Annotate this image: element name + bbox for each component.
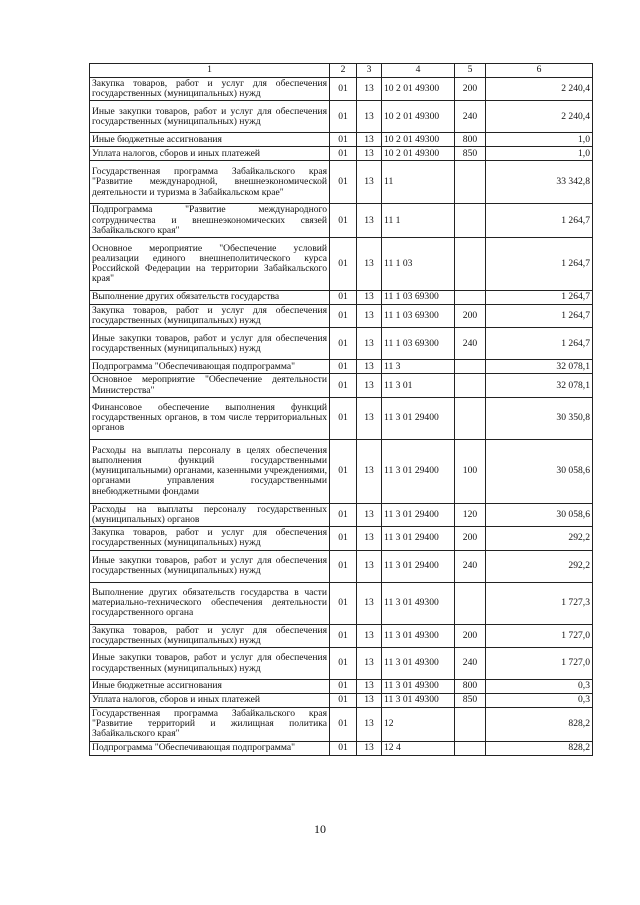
table-row [90,360,593,374]
amount-cell: 1 264,7 [486,291,593,305]
expense-type-cell [455,582,486,624]
amount-cell: 32 078,1 [486,374,593,397]
subsection-code-cell: 13 [357,624,382,647]
subsection-code-cell: 13 [357,291,382,305]
amount-cell: 292,2 [486,550,593,582]
amount-cell: 828,2 [486,708,593,742]
amount-cell: 1,0 [486,133,593,147]
amount-cell: 1,0 [486,147,593,161]
amount-cell: 2 240,4 [486,78,593,101]
item-name-cell: Выполнение других обязательств государства [90,291,330,305]
subsection-code-cell: 13 [357,147,382,161]
target-article-cell: 11 3 01 49300 [382,694,455,708]
budget-table [89,63,593,756]
target-article-cell: 11 1 03 69300 [382,305,455,328]
target-article-cell: 11 3 01 49300 [382,680,455,694]
section-code-cell: 01 [330,360,357,374]
section-code-cell: 01 [330,708,357,742]
item-name-cell: Иные закупки товаров, работ и услуг для обеспечения государственных (муниципальных) нужд [90,648,330,680]
subsection-code-cell: 13 [357,648,382,680]
item-name-cell: Закупка товаров, работ и услуг для обеспечения государственных (муниципальных) нужд [90,305,330,328]
item-name-cell: Подпрограмма "Обеспечивающая подпрограмма" [90,741,330,755]
item-name-cell: Иные закупки товаров, работ и услуг для обеспечения государственных (муниципальных) нужд [90,550,330,582]
amount-cell: 1 727,0 [486,624,593,647]
section-code-cell: 01 [330,527,357,550]
amount-cell: 30 058,6 [486,503,593,526]
table-header-row [90,64,593,78]
item-name-cell: Уплата налогов, сборов и иных платежей [90,694,330,708]
section-code-cell: 01 [330,291,357,305]
target-article-cell: 10 2 01 49300 [382,147,455,161]
table-row [90,550,593,582]
section-code-cell: 01 [330,680,357,694]
item-name-cell: Иные закупки товаров, работ и услуг для обеспечения государственных (муниципальных) нужд [90,328,330,360]
amount-cell: 1 264,7 [486,305,593,328]
subsection-code-cell: 13 [357,360,382,374]
target-article-cell: 11 3 01 29400 [382,550,455,582]
table-row [90,648,593,680]
expense-type-cell: 850 [455,694,486,708]
table-row [90,397,593,439]
table-row [90,503,593,526]
subsection-code-cell: 13 [357,680,382,694]
section-code-cell: 01 [330,439,357,503]
section-code-cell: 01 [330,161,357,204]
subsection-code-cell: 13 [357,133,382,147]
amount-cell: 1 264,7 [486,238,593,291]
item-name-cell: Выполнение других обязательств государства в части материально-технического обеспечения деятельности государственного органа [90,582,330,624]
column-header-2: 2 [330,64,357,78]
target-article-cell: 11 3 01 29400 [382,397,455,439]
target-article-cell: 11 1 [382,204,455,238]
table-row [90,78,593,101]
subsection-code-cell: 13 [357,550,382,582]
subsection-code-cell: 13 [357,582,382,624]
item-name-cell: Закупка товаров, работ и услуг для обеспечения государственных (муниципальных) нужд [90,624,330,647]
amount-cell: 32 078,1 [486,360,593,374]
table-row [90,439,593,503]
expense-type-cell [455,204,486,238]
section-code-cell: 01 [330,101,357,133]
table-row [90,374,593,397]
expense-type-cell [455,161,486,204]
table-body [90,78,593,756]
target-article-cell: 11 3 01 29400 [382,439,455,503]
page-number: 10 [314,822,326,836]
expense-type-cell [455,238,486,291]
subsection-code-cell: 13 [357,527,382,550]
table-row [90,133,593,147]
expense-type-cell: 240 [455,550,486,582]
expense-type-cell: 800 [455,133,486,147]
expense-type-cell: 200 [455,527,486,550]
item-name-cell: Финансовое обеспечение выполнения функций государственных органов, в том числе территориальных органов [90,397,330,439]
subsection-code-cell: 13 [357,439,382,503]
item-name-cell: Государственная программа Забайкальского края "Развитие международной, внешнеэкономической деятельности и туризма в Забайкальском крае" [90,161,330,204]
section-code-cell: 01 [330,582,357,624]
table-row [90,708,593,742]
section-code-cell: 01 [330,374,357,397]
item-name-cell: Подпрограмма "Обеспечивающая подпрограмма" [90,360,330,374]
amount-cell: 2 240,4 [486,101,593,133]
target-article-cell: 10 2 01 49300 [382,78,455,101]
expense-type-cell: 240 [455,101,486,133]
target-article-cell: 11 3 01 [382,374,455,397]
amount-cell: 33 342,8 [486,161,593,204]
subsection-code-cell: 13 [357,101,382,133]
expense-type-cell: 200 [455,305,486,328]
column-header-4: 4 [382,64,455,78]
table-row [90,305,593,328]
target-article-cell: 10 2 01 49300 [382,133,455,147]
amount-cell: 30 058,6 [486,439,593,503]
target-article-cell: 11 3 01 49300 [382,624,455,647]
target-article-cell: 11 1 03 69300 [382,291,455,305]
target-article-cell: 11 [382,161,455,204]
column-header-6: 6 [486,64,593,78]
expense-type-cell: 240 [455,648,486,680]
expense-type-cell: 200 [455,624,486,647]
item-name-cell: Государственная программа Забайкальского края "Развитие территорий и жилищная политика Забайкальского края" [90,708,330,742]
target-article-cell: 11 1 03 [382,238,455,291]
table-row [90,161,593,204]
subsection-code-cell: 13 [357,238,382,291]
expense-type-cell [455,291,486,305]
column-header-5: 5 [455,64,486,78]
target-article-cell: 11 3 01 29400 [382,503,455,526]
amount-cell: 292,2 [486,527,593,550]
target-article-cell: 11 3 [382,360,455,374]
table-row [90,101,593,133]
item-name-cell: Подпрограмма "Развитие международного сотрудничества и внешнеэкономических связей Забайкальского края" [90,204,330,238]
section-code-cell: 01 [330,133,357,147]
section-code-cell: 01 [330,397,357,439]
expense-type-cell [455,741,486,755]
subsection-code-cell: 13 [357,305,382,328]
subsection-code-cell: 13 [357,397,382,439]
expense-type-cell: 800 [455,680,486,694]
column-header-3: 3 [357,64,382,78]
item-name-cell: Закупка товаров, работ и услуг для обеспечения государственных (муниципальных) нужд [90,527,330,550]
section-code-cell: 01 [330,550,357,582]
section-code-cell: 01 [330,238,357,291]
target-article-cell: 11 3 01 29400 [382,527,455,550]
amount-cell: 0,3 [486,694,593,708]
expense-type-cell [455,397,486,439]
section-code-cell: 01 [330,78,357,101]
target-article-cell: 11 3 01 49300 [382,648,455,680]
table-row [90,624,593,647]
item-name-cell: Основное мероприятие "Обеспечение условий реализации единого внешнеполитического курса Российской Федерации на территории Забайкальского края" [90,238,330,291]
amount-cell: 828,2 [486,741,593,755]
table-row [90,527,593,550]
subsection-code-cell: 13 [357,78,382,101]
expense-type-cell: 850 [455,147,486,161]
subsection-code-cell: 13 [357,328,382,360]
section-code-cell: 01 [330,204,357,238]
amount-cell: 1 727,0 [486,648,593,680]
subsection-code-cell: 13 [357,503,382,526]
table-row [90,147,593,161]
item-name-cell: Иные бюджетные ассигнования [90,680,330,694]
item-name-cell: Иные бюджетные ассигнования [90,133,330,147]
amount-cell: 0,3 [486,680,593,694]
target-article-cell: 11 3 01 49300 [382,582,455,624]
item-name-cell: Иные закупки товаров, работ и услуг для обеспечения государственных (муниципальных) нужд [90,101,330,133]
item-name-cell: Закупка товаров, работ и услуг для обеспечения государственных (муниципальных) нужд [90,78,330,101]
table-row [90,741,593,755]
section-code-cell: 01 [330,305,357,328]
item-name-cell: Расходы на выплаты персоналу в целях обеспечения выполнения функций государственными (муниципальными) органами, казенными учреждениями, органами управления государственными внебюджетными фондами [90,439,330,503]
table-row [90,238,593,291]
item-name-cell: Расходы на выплаты персоналу государственных (муниципальных) органов [90,503,330,526]
table-row [90,204,593,238]
section-code-cell: 01 [330,648,357,680]
expense-type-cell: 240 [455,328,486,360]
subsection-code-cell: 13 [357,374,382,397]
target-article-cell: 12 [382,708,455,742]
subsection-code-cell: 13 [357,694,382,708]
column-header-1: 1 [90,64,330,78]
amount-cell: 1 264,7 [486,328,593,360]
item-name-cell: Основное мероприятие "Обеспечение деятельности Министерства" [90,374,330,397]
subsection-code-cell: 13 [357,741,382,755]
expense-type-cell [455,708,486,742]
subsection-code-cell: 13 [357,204,382,238]
table-row [90,694,593,708]
subsection-code-cell: 13 [357,161,382,204]
expense-type-cell: 120 [455,503,486,526]
target-article-cell: 11 1 03 69300 [382,328,455,360]
expense-type-cell [455,360,486,374]
section-code-cell: 01 [330,741,357,755]
section-code-cell: 01 [330,147,357,161]
table-row [90,291,593,305]
amount-cell: 1 264,7 [486,204,593,238]
target-article-cell: 10 2 01 49300 [382,101,455,133]
section-code-cell: 01 [330,694,357,708]
expense-type-cell: 200 [455,78,486,101]
table-row [90,680,593,694]
table-row [90,582,593,624]
target-article-cell: 12 4 [382,741,455,755]
section-code-cell: 01 [330,624,357,647]
expense-type-cell: 100 [455,439,486,503]
expense-type-cell [455,374,486,397]
table-row [90,328,593,360]
section-code-cell: 01 [330,328,357,360]
amount-cell: 1 727,3 [486,582,593,624]
item-name-cell: Уплата налогов, сборов и иных платежей [90,147,330,161]
subsection-code-cell: 13 [357,708,382,742]
amount-cell: 30 350,8 [486,397,593,439]
section-code-cell: 01 [330,503,357,526]
